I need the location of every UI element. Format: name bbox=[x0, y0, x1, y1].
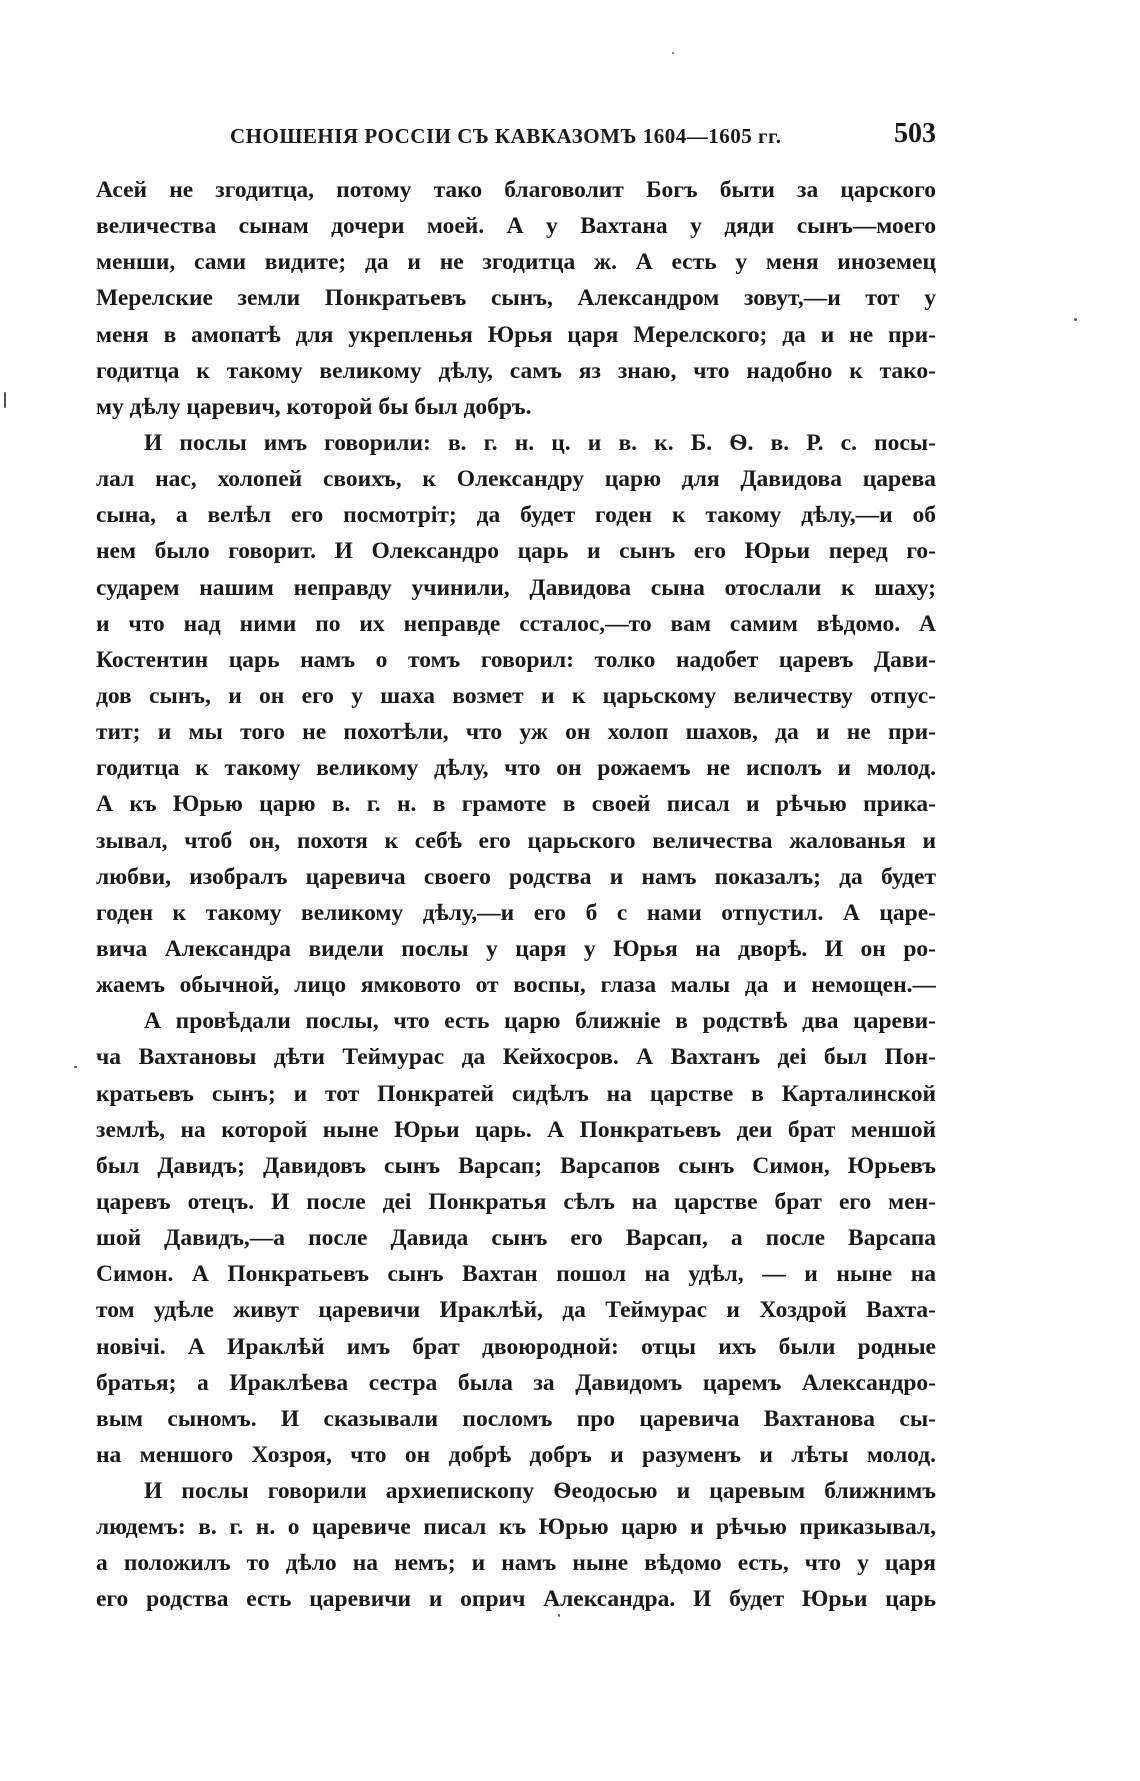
text-line: шой Давидъ,—а после Давида сынъ его Варсап, а после Варсапа bbox=[96, 1225, 936, 1252]
text-line: землѣ, на которой ныне Юрьи царь. А Понкратьевъ деи брат меншой bbox=[96, 1116, 936, 1143]
text-line: ча Вахтановы дѣти Теймурас да Кейхосров. А Вахтанъ деi был Пон- bbox=[96, 1044, 936, 1071]
text-line: любви, изобралъ царевича своего родства и намъ показалъ; да будет bbox=[96, 863, 936, 890]
text-line: тит; и мы того не похотѣли, что уж он холоп шахов, да и не при- bbox=[96, 719, 936, 746]
text-line: Мерелские земли Понкратьевъ сынъ, Александром зовут,—и тот у bbox=[96, 285, 936, 312]
text-line: сына, а велѣл его посмотрiт; да будет годен к такому дѣлу,—и об bbox=[96, 502, 936, 529]
text-line: и что над ними по их неправде ссталос,—то вам самим вѣдомо. А bbox=[96, 610, 936, 637]
text-line: Костентин царь намъ о томъ говорил: толко надобет царевъ Дави- bbox=[96, 646, 936, 673]
text-line: дов сынъ, и он его у шаха возмет и к царьскому величеству отпус- bbox=[96, 682, 936, 709]
text-line: Асей не згодитца, потому тако благоволит Богъ быти за царского bbox=[96, 177, 936, 203]
text-line: вым сыномъ. И сказывали посломъ про царевича Вахтанова сы- bbox=[96, 1405, 936, 1432]
text-line: на меншого Хозроя, что он добрѣ добръ и разуменъ и лѣты молод. bbox=[96, 1441, 936, 1468]
text-line: И послы имъ говорили: в. г. н. ц. и в. к. Б. Ѳ. в. Р. с. посы- bbox=[144, 429, 936, 456]
text-line: Симон. А Понкратьевъ сынъ Вахтан пошол на удѣл, — и ныне на bbox=[96, 1261, 936, 1288]
text-line: А провѣдали послы, что есть царю ближнiе в родствѣ два цареви- bbox=[144, 1008, 936, 1035]
text-line: а положилъ то дѣло на немъ; и намъ ныне вѣдомо есть, что у царя bbox=[96, 1550, 936, 1577]
text-line: годитца к такому великому дѣлу, самъ яз знаю, что надобно к тако- bbox=[96, 357, 936, 384]
text-line: его родства есть царевичи и оприч Александра. И будет Юрьи царь bbox=[96, 1586, 936, 1613]
text-line: менши, сами видите; да и не згодитца ж. А есть у меня иноземец bbox=[96, 249, 936, 276]
text-line: новiчi. А Ираклѣй имъ брат двоюродной: отцы ихъ были родные bbox=[96, 1333, 936, 1360]
text-line: сударем нашим неправду учинили, Давидова сына отослали к шаху; bbox=[96, 574, 936, 601]
text-line: братья; а Ираклѣева сестра была за Давидомъ царемъ Александро- bbox=[96, 1369, 936, 1396]
text-line: нем было говорит. И Олександро царь и сынъ его Юрьи перед го- bbox=[96, 538, 936, 565]
text-line: годитца к такому великому дѣлу, что он рожаемъ не исполъ и молод. bbox=[96, 755, 936, 782]
scan-speck bbox=[672, 52, 674, 54]
text-line: И послы говорили архиепископу Ѳеодосью и царевым ближнимъ bbox=[144, 1478, 936, 1505]
text-line: годен к такому великому дѣлу,—и его б с нами отпустил. А царе- bbox=[96, 899, 936, 926]
text-line: вича Александра видели послы у царя у Юрья на дворѣ. И он ро- bbox=[96, 935, 936, 962]
running-head bbox=[98, 118, 936, 158]
scan-speck bbox=[558, 1614, 560, 1617]
page-number: 503 bbox=[894, 118, 936, 149]
running-title: СНОШЕНIЯ РОССIИ СЪ КАВКАЗОМЪ 1604—1605 гг. bbox=[230, 124, 782, 148]
text-line: А къ Юрью царю в. г. н. в грамоте в своей писал и рѣчью прика- bbox=[96, 791, 936, 818]
text-line: му дѣлу царевич, которой бы был добръ. bbox=[96, 393, 532, 420]
text-line: царевъ отецъ. И после деi Понкратья сѣлъ на царстве брат его мен- bbox=[96, 1188, 936, 1215]
scan-speck bbox=[4, 392, 6, 408]
text-line: кратьевъ сынъ; и тот Понкратей сидѣлъ на царстве в Карталинской bbox=[96, 1080, 936, 1107]
text-line: лал нас, холопей своихъ, к Олександру царю для Давидова царева bbox=[96, 466, 936, 493]
text-line: жаемъ обычной, лицо ямковото от воспы, глаза малы да и немощен.— bbox=[96, 972, 936, 999]
text-line: был Давидъ; Давидовъ сынъ Варсап; Варсапов сынъ Симон, Юрьевъ bbox=[96, 1152, 936, 1179]
text-line: величества сынам дочери моей. А у Вахтана у дяди сынъ—моего bbox=[96, 213, 936, 240]
text-line: меня в амопатѣ для укрепленья Юрья царя Мерелского; да и не при- bbox=[96, 321, 936, 348]
text-line: том удѣле живут царевичи Ираклѣй, да Теймурас и Хоздрой Вахта- bbox=[96, 1297, 936, 1324]
text-line: людемъ: в. г. н. о царевиче писал къ Юрью царю и рѣчью приказывал, bbox=[96, 1514, 936, 1541]
body-text bbox=[96, 172, 936, 1618]
scan-speck bbox=[1074, 318, 1077, 321]
scan-speck bbox=[74, 1066, 77, 1068]
text-line: зывал, чтоб он, похотя к себѣ его царьского величества жалованья и bbox=[96, 827, 936, 854]
